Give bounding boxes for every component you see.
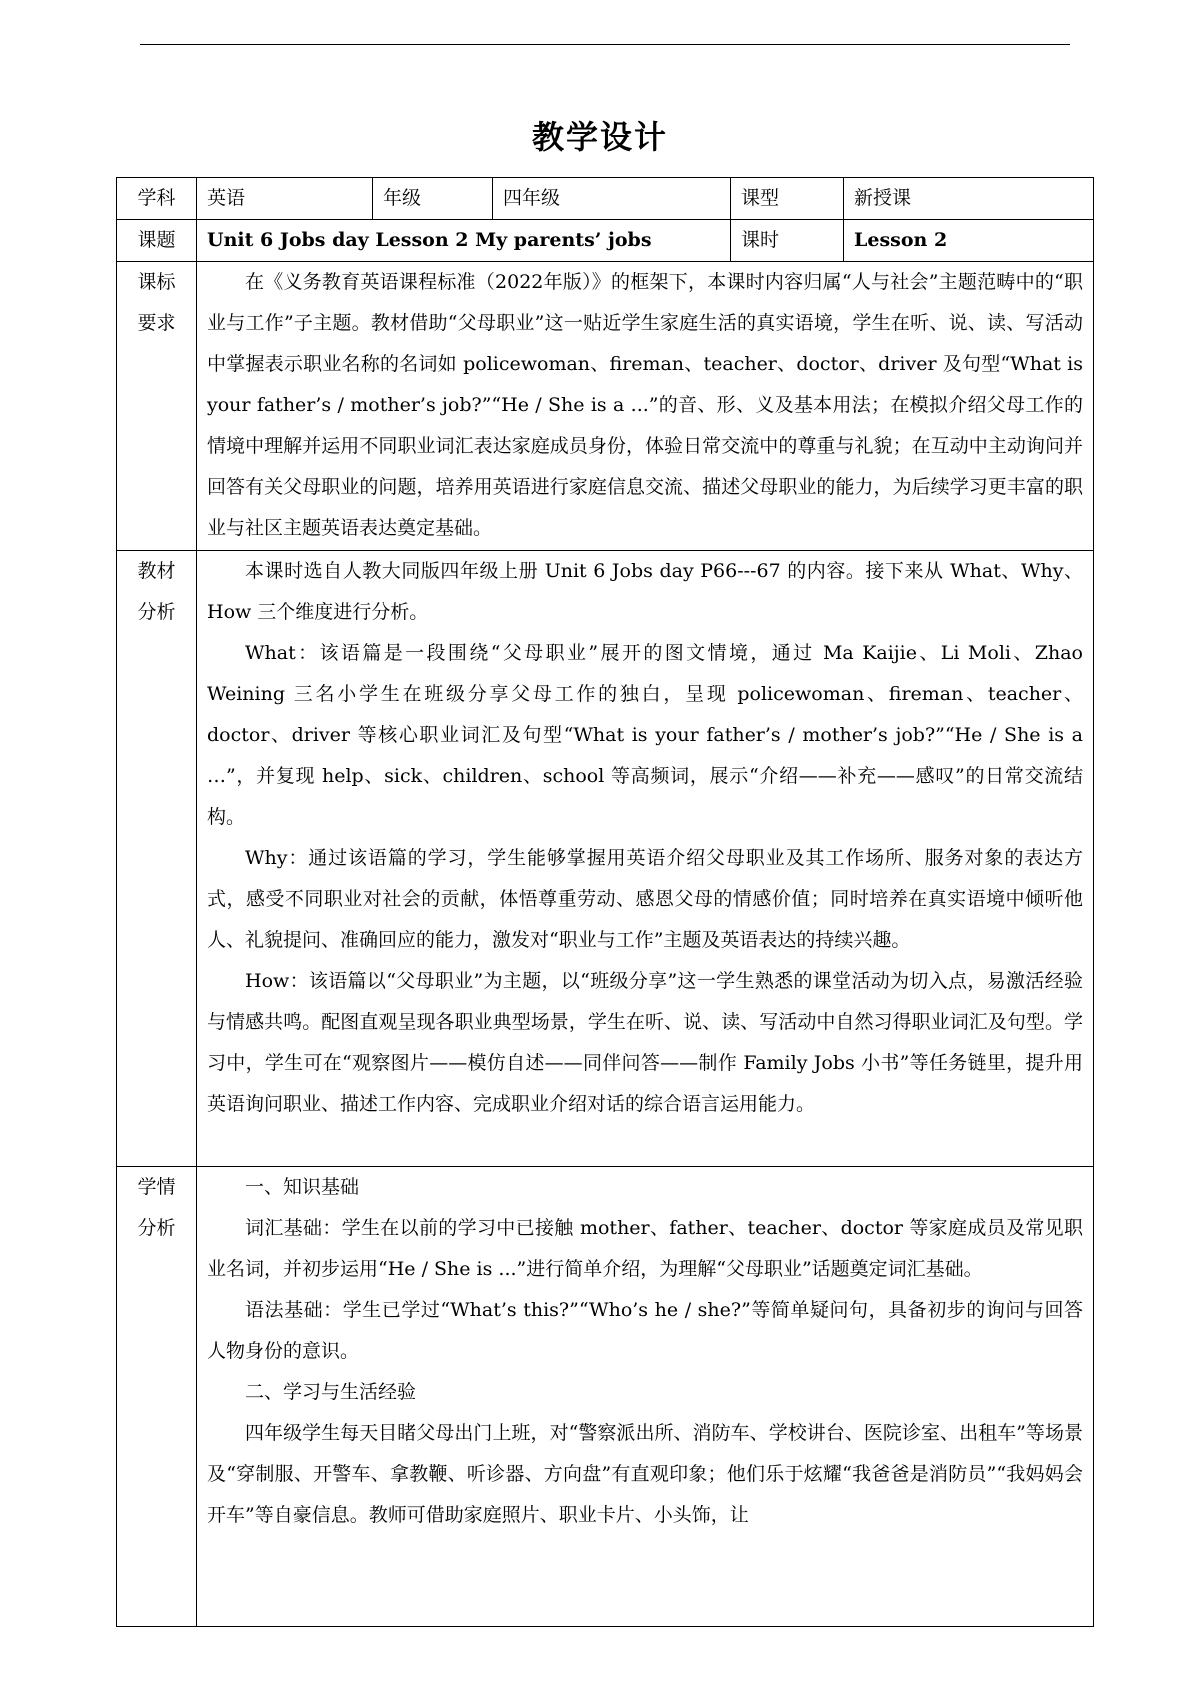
header-rule [140,44,1070,45]
topic-value: Unit 6 Jobs day Lesson 2 My parents’ jobs [197,220,731,262]
topic-label: 课题 [117,220,197,262]
learners-label-line2: 分析 [137,1217,176,1239]
period-value: Lesson 2 [844,220,1094,262]
table-row-topic [117,220,1094,262]
material-label-line1: 教材 [137,560,176,582]
document-title: 教学设计 [531,118,668,156]
curriculum-content [197,262,1094,551]
subject-value: 英语 [197,178,373,220]
period-label: 课时 [731,220,844,262]
table-row-learners [117,1167,1094,1627]
subject-label: 学科 [117,178,197,220]
learners-heading-experience: 二、学习与生活经验 [245,1381,417,1403]
lesson-type-label: 课型 [731,178,844,220]
learners-experience: 四年级学生每天目睹父母出门上班，对“警察派出所、消防车、学校讲台、医院诊室、出租车”等场景及“穿制服、开警车、拿教鞭、听诊器、方向盘”有直观印象；他们乐于炫耀“我爸爸是消防员”“我妈妈会开车”等自豪信息。教师可借助家庭照片、职业卡片、小头饰，让 [207,1422,1083,1526]
grade-value: 四年级 [493,178,731,220]
lesson-plan-table [116,177,1094,1627]
learners-label [117,1167,197,1627]
material-label [117,551,197,1167]
curriculum-label-line1: 课标 [137,271,176,293]
curriculum-label-line2: 要求 [137,312,176,334]
material-what: What：该语篇是一段围绕“父母职业”展开的图文情境，通过 Ma Kaijie、Li Moli、Zhao Weining 三名小学生在班级分享父母工作的独白，呈现 policewoman、fireman、teacher、doctor、driver 等核心职业词汇及句型“What is your father’s / mother’s job?”“He / She is a …”，并复现 help、sick、children、school 等高频词，展示“介绍——补充——感叹”的日常交流结构。 [207,642,1083,828]
grade-label: 年级 [373,178,493,220]
material-label-line2: 分析 [137,601,176,623]
learners-vocab: 词汇基础：学生在以前的学习中已接触 mother、father、teacher、doctor 等家庭成员及常见职业名词，并初步运用“He / She is ...”进行简单介绍，为理解“父母职业”话题奠定词汇基础。 [207,1217,1083,1280]
table-row-material [117,551,1094,1167]
learners-content [197,1167,1094,1627]
curriculum-label [117,262,197,551]
learners-grammar: 语法基础：学生已学过“What’s this?”“Who’s he / she?”等简单疑问句，具备初步的询问与回答人物身份的意识。 [207,1299,1083,1362]
material-content [197,551,1094,1167]
learners-label-line1: 学情 [137,1176,176,1198]
learners-heading-knowledge: 一、知识基础 [245,1176,360,1198]
material-intro: 本课时选自人教大同版四年级上册 Unit 6 Jobs day P66---67 的内容。接下来从 What、Why、How 三个维度进行分析。 [207,560,1083,623]
curriculum-paragraph: 在《义务教育英语课程标准（2022年版）》的框架下，本课时内容归属“人与社会”主题范畴中的“职业与工作”子主题。教材借助“父母职业”这一贴近学生家庭生活的真实语境，学生在听、说、读、写活动中掌握表示职业名称的名词如 policewoman、fireman、teacher、doctor、driver 及句型“What is your father’s / mother’s job?”“He / She is a ...”的音、形、义及基本用法；在模拟介绍父母工作的情境中理解并运用不同职业词汇表达家庭成员身份，体验日常交流中的尊重与礼貌；在互动中主动询问并回答有关父母职业的问题，培养用英语进行家庭信息交流、描述父母职业的能力，为后续学习更丰富的职业与社区主题英语表达奠定基础。 [207,271,1083,539]
lesson-type-value: 新授课 [844,178,1094,220]
table-row-curriculum [117,262,1094,551]
material-why: Why：通过该语篇的学习，学生能够掌握用英语介绍父母职业及其工作场所、服务对象的表达方式，感受不同职业对社会的贡献，体悟尊重劳动、感恩父母的情感价值；同时培养在真实语境中倾听他人、礼貌提问、准确回应的能力，激发对“职业与工作”主题及英语表达的持续兴趣。 [207,847,1083,951]
material-how: How：该语篇以“父母职业”为主题，以“班级分享”这一学生熟悉的课堂活动为切入点，易激活经验与情感共鸣。配图直观呈现各职业典型场景，学生在听、说、读、写活动中自然习得职业词汇及句型。学习中，学生可在“观察图片——模仿自述——同伴问答——制作 Family Jobs 小书”等任务链里，提升用英语询问职业、描述工作内容、完成职业介绍对话的综合语言运用能力。 [207,970,1083,1115]
table-row-subject [117,178,1094,220]
